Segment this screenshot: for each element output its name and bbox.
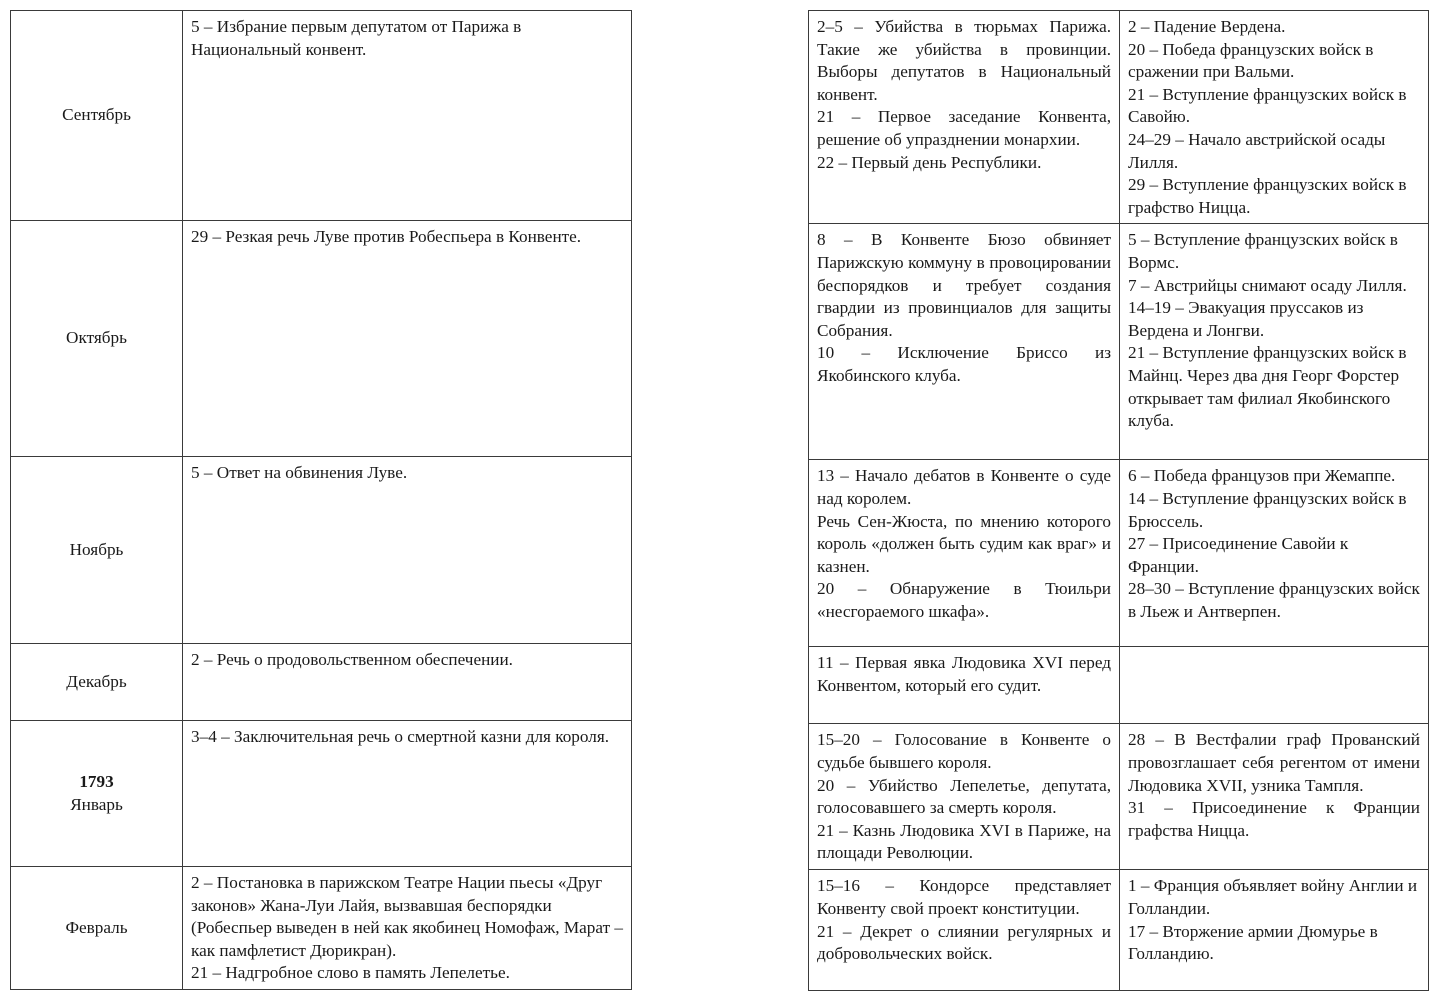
foreign-events-cell: [1120, 224, 1429, 460]
event-text: 2 – Падение Вердена.: [1128, 17, 1286, 36]
event-text: 21 – Вступление французских войск в Майнц. Через два дня Георг Форстер открывает там филиал Якобинского клуба.: [1128, 343, 1407, 431]
month-cell: [11, 457, 183, 644]
event-text: 7 – Австрийцы снимают осаду Лилля.: [1128, 275, 1407, 295]
table-row: [11, 721, 632, 867]
biography-events-cell: [183, 721, 632, 867]
table-row: [809, 224, 1429, 460]
event-text: 15–20 – Голосование в Конвенте о судьбе бывшего короля.: [817, 730, 1111, 772]
event-text: 20 – Победа французских войск в сражении при Вальми.: [1128, 39, 1374, 82]
month-label: Сентябрь: [62, 105, 131, 125]
event-text: 21 – Казнь Людовика XVI в Париже, на площади Революции.: [817, 820, 1111, 863]
event-text: 21 – Первое заседание Конвента, решение об упразднении монархии.: [817, 107, 1111, 149]
domestic-events-cell: [809, 460, 1120, 647]
domestic-events-cell: [809, 647, 1120, 724]
event-text: 15–16 – Кондорсе представляет Конвенту свой проект конституции.: [817, 876, 1111, 918]
event-text: 13 – Начало дебатов в Конвенте о суде над королем.: [817, 466, 1111, 508]
event-text: 6 – Победа французов при Жемаппе.: [1128, 466, 1396, 486]
month-label: Февраль: [65, 917, 128, 937]
event-text: 8 – В Конвенте Бюзо обвиняет Парижскую коммуну в провоцировании беспорядков и требует создания гвардии из провинциалов для защиты Собрания.: [817, 230, 1111, 340]
year-label: 1793: [79, 771, 114, 791]
event-text: 2 – Речь о продовольственном обеспечении.: [191, 650, 513, 669]
event-text: 21 – Вступление французских войск в Савойю.: [1128, 84, 1407, 127]
table-row: [11, 867, 632, 990]
event-text: 29 – Резкая речь Луве против Робеспьера в Конвенте.: [191, 227, 582, 246]
table-row: [809, 647, 1429, 724]
event-text: 29 – Вступление французских войск в графство Ницца.: [1128, 175, 1407, 217]
event-text: 10 – Исключение Бриссо из Якобинского клуба.: [817, 343, 1111, 385]
event-text: 14 – Вступление французских войск в Брюссель.: [1128, 488, 1407, 531]
event-text: 21 – Декрет о слиянии регулярных и добровольческих войск.: [817, 921, 1111, 964]
biography-events-cell: [183, 457, 632, 644]
foreign-events-cell: [1120, 724, 1429, 870]
left-page-chronology-table: [10, 10, 632, 990]
event-text: 11 – Первая явка Людовика XVI перед Конвентом, который его судит.: [817, 653, 1111, 695]
month-cell: [11, 644, 183, 721]
month-label: Ноябрь: [69, 539, 124, 559]
table-row: [809, 11, 1429, 224]
table-row: [11, 457, 632, 644]
month-cell: [11, 11, 183, 221]
month-label: Январь: [70, 794, 123, 814]
table-row: [11, 221, 632, 457]
biography-events-cell: [183, 644, 632, 721]
event-text: 17 – Вторжение армии Дюмурье в Голландию.: [1128, 921, 1378, 964]
foreign-events-cell: [1120, 11, 1429, 224]
domestic-events-cell: [809, 224, 1120, 460]
event-text: Речь Сен-Жюста, по мнению которого король «должен быть судим как враг» и казнен.: [817, 511, 1111, 576]
event-text: 20 – Убийство Лепелетье, депутата, голосовавшего за смерть короля.: [817, 775, 1111, 818]
biography-events-cell: [183, 11, 632, 221]
biography-events-cell: [183, 221, 632, 457]
table-row: [809, 724, 1429, 870]
event-text: 20 – Обнаружение в Тюильри «несгораемого шкафа».: [817, 579, 1111, 621]
month-label: Декабрь: [66, 671, 127, 691]
event-text: 21 – Надгробное слово в память Лепелетье.: [191, 963, 510, 983]
event-text: 27 – Присоединение Савойи к Франции.: [1128, 534, 1349, 576]
event-text: 5 – Избрание первым депутатом от Парижа в Национальный конвент.: [191, 17, 522, 59]
event-text: 14–19 – Эвакуация пруссаков из Вердена и Лонгви.: [1128, 298, 1364, 340]
foreign-events-cell: [1120, 870, 1429, 991]
foreign-events-cell: [1120, 460, 1429, 647]
event-text: 24–29 – Начало австрийской осады Лилля.: [1128, 129, 1386, 172]
biography-events-cell: [183, 867, 632, 990]
domestic-events-cell: [809, 870, 1120, 991]
domestic-events-cell: [809, 724, 1120, 870]
event-text: 2 – Постановка в парижском Театре Нации пьесы «Друг законов» Жана-Луи Лайя, вызвавшая беспорядки (Робеспьер выведен в ней как якобинец Номофаж, Марат – как памфлетист Дюрикран).: [191, 873, 623, 960]
event-text: 2–5 – Убийства в тюрьмах Парижа. Такие же убийства в провинции. Выборы депутатов в Национальный конвент.: [817, 17, 1111, 104]
event-text: 5 – Ответ на обвинения Луве.: [191, 463, 408, 482]
month-cell: [11, 221, 183, 457]
table-row: [11, 644, 632, 721]
table-row: [809, 460, 1429, 647]
event-text: 28–30 – Вступление французских войск в Льеж и Антверпен.: [1128, 579, 1420, 621]
table-row: [809, 870, 1429, 991]
event-text: 3–4 – Заключительная речь о смертной казни для короля.: [191, 727, 610, 746]
month-cell: [11, 867, 183, 990]
foreign-events-cell: [1120, 647, 1429, 724]
table-row: [11, 11, 632, 221]
event-text: 1 – Франция объявляет войну Англии и Голландии.: [1128, 876, 1418, 918]
event-text: 22 – Первый день Республики.: [817, 152, 1042, 172]
event-text: 31 – Присоединение к Франции графства Ницца.: [1128, 798, 1420, 840]
event-text: 5 – Вступление французских войск в Вормс.: [1128, 230, 1398, 272]
month-label: Октябрь: [66, 328, 127, 348]
right-page-chronology-table: [808, 10, 1429, 991]
month-cell: [11, 721, 183, 867]
event-text: 28 – В Вестфалии граф Прованский провозглашает себя регентом от имени Людовика XVII, узника Тампля.: [1128, 730, 1420, 795]
domestic-events-cell: [809, 11, 1120, 224]
